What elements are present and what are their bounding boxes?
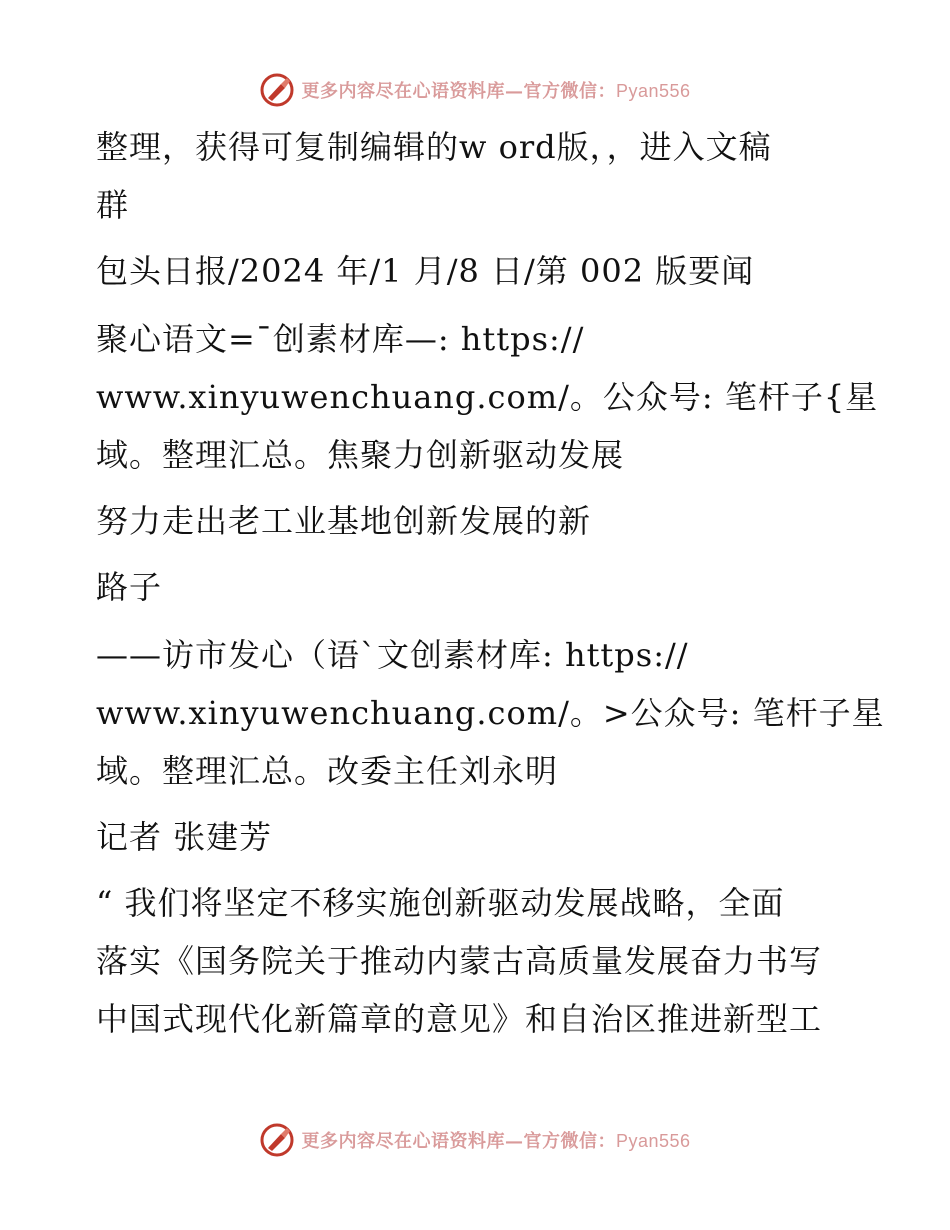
paragraph-line: 落实《国务院关于推动内蒙古高质量发展奋力书写	[96, 942, 823, 980]
text-line: www.xinyuwenchuang.com/。>公众号: 笔杆子星	[96, 694, 885, 732]
paragraph-line: 中国式现代化新篇章的意见》和自治区推进新型工	[96, 1000, 823, 1038]
document-body	[96, 118, 885, 1048]
pen-logo-icon	[259, 1122, 295, 1158]
text-line: 域。整理汇总。焦聚力创新驱动发展	[96, 436, 625, 474]
text-line: 聚心语文=¯创素材库—: https://	[96, 320, 585, 358]
byline: 记者 张建芳	[96, 818, 273, 856]
article-title: 努力走出老工业基地创新发展的新	[96, 502, 592, 540]
watermark-text: 更多内容尽在心语资料库—官方微信：Pyan556	[301, 81, 691, 102]
text-line: 整理，获得可复制编辑的w ord版，，进入文稿	[96, 128, 772, 166]
paragraph-line: “ 我们将坚定不移实施创新驱动发展战略，全面	[96, 884, 785, 922]
text-line: 包头日报/2024 年/1 月/8 日/第 002 版要闻	[96, 252, 755, 290]
text-line: 域。整理汇总。改委主任刘永明	[96, 752, 559, 790]
text-line: 群	[96, 186, 130, 224]
header-watermark	[0, 70, 950, 110]
article-subtitle: ——访市发心（语`文创素材库: https://	[96, 636, 689, 674]
text-line: www.xinyuwenchuang.com/。公众号: 笔杆子{星	[96, 378, 879, 416]
article-title: 路子	[96, 568, 163, 606]
watermark-text: 更多内容尽在心语资料库—官方微信：Pyan556	[301, 1131, 691, 1152]
footer-watermark	[0, 1120, 950, 1160]
pen-logo-icon	[259, 72, 295, 108]
